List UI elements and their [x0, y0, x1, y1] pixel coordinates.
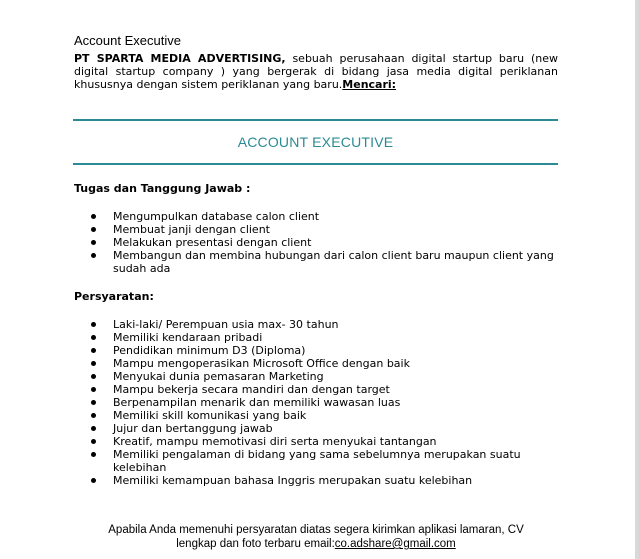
list-item	[74, 236, 554, 249]
list-item	[74, 357, 554, 370]
bullet-icon	[91, 227, 96, 232]
list-item-text: Mengumpulkan database calon client	[113, 210, 320, 223]
company-name: PT SPARTA MEDIA ADVERTISING,	[74, 52, 286, 65]
page-title: Account Executive	[74, 33, 181, 48]
mencari-label: Mencari:	[342, 78, 397, 91]
list-item-text: Memiliki pengalaman di bidang yang sama sebelumnya merupakan suatu kelebihan	[113, 448, 521, 474]
list-item-text: Mampu mengoperasikan Microsoft Office dengan baik	[113, 357, 410, 370]
list-item-text: Kreatif, mampu memotivasi diri serta menyukai tantangan	[113, 435, 437, 448]
banner-bottom-rule	[73, 163, 558, 165]
bullet-icon	[91, 426, 96, 431]
email-link[interactable]: co.adshare@gmail.com	[334, 538, 456, 550]
list-item-text: Jujur dan bertanggung jawab	[113, 422, 273, 435]
bullet-icon	[91, 387, 96, 392]
bullet-icon	[91, 374, 96, 379]
page-edge	[635, 0, 639, 559]
intro-text: sebuah perusahaan digital startup baru (new digital startup company ) yang bergerak di bidang jasa media digital periklanan khususnya dengan sistem periklanan yang baru.	[74, 52, 558, 91]
list-item-text: Membangun dan membina hubungan dari calon client baru maupun client yang sudah ada	[113, 249, 554, 275]
bullet-icon	[91, 452, 96, 457]
footer-line-1: Apabila Anda memenuhi persyaratan diatas segera kirimkan aplikasi lamaran, CV	[108, 524, 524, 536]
bullet-icon	[91, 439, 96, 444]
list-item-text: Memiliki skill komunikasi yang baik	[113, 409, 307, 422]
list-item	[74, 344, 554, 357]
list-item	[74, 210, 554, 223]
bullet-icon	[91, 400, 96, 405]
list-item	[74, 435, 554, 448]
list-item-text: Laki-laki/ Perempuan usia max- 30 tahun	[113, 318, 339, 331]
tugas-list	[74, 210, 554, 275]
list-item-text: Memiliki kemampuan bahasa Inggris merupakan suatu kelebihan	[113, 474, 473, 487]
footer-line-2	[74, 537, 558, 551]
bullet-icon	[91, 348, 96, 353]
persyaratan-heading: Persyaratan:	[74, 290, 154, 303]
list-item	[74, 474, 554, 487]
persyaratan-list	[74, 318, 554, 487]
list-item-text: Memiliki kendaraan pribadi	[113, 331, 263, 344]
bullet-icon	[91, 335, 96, 340]
list-item-text: Mampu bekerja secara mandiri dan dengan target	[113, 383, 390, 396]
list-item-text: Melakukan presentasi dengan client	[113, 236, 312, 249]
banner-top-rule	[73, 119, 558, 121]
list-item	[74, 383, 554, 396]
list-item-text: Pendidikan minimum D3 (Diploma)	[113, 344, 306, 357]
bullet-icon	[91, 253, 96, 258]
list-item	[74, 396, 554, 409]
bullet-icon	[91, 214, 96, 219]
list-item	[74, 318, 554, 331]
list-item	[74, 331, 554, 344]
bullet-icon	[91, 478, 96, 483]
list-item-text: Menyukai dunia pemasaran Marketing	[113, 370, 324, 383]
bullet-icon	[91, 240, 96, 245]
banner-title: ACCOUNT EXECUTIVE	[237, 134, 394, 150]
intro-paragraph	[74, 52, 558, 91]
list-item	[74, 223, 554, 236]
list-item	[74, 370, 554, 383]
bullet-icon	[91, 413, 96, 418]
footer-text	[74, 523, 558, 551]
list-item	[74, 409, 554, 422]
list-item	[74, 422, 554, 435]
list-item-text: Berpenampilan menarik dan memiliki wawasan luas	[113, 396, 401, 409]
list-item	[74, 249, 554, 275]
list-item-text: Membuat janji dengan client	[113, 223, 270, 236]
footer-line-2-text: lengkap dan foto terbaru email:	[176, 538, 335, 550]
bullet-icon	[91, 361, 96, 366]
list-item	[74, 448, 554, 474]
bullet-icon	[91, 322, 96, 327]
tugas-heading: Tugas dan Tanggung Jawab :	[74, 182, 251, 195]
